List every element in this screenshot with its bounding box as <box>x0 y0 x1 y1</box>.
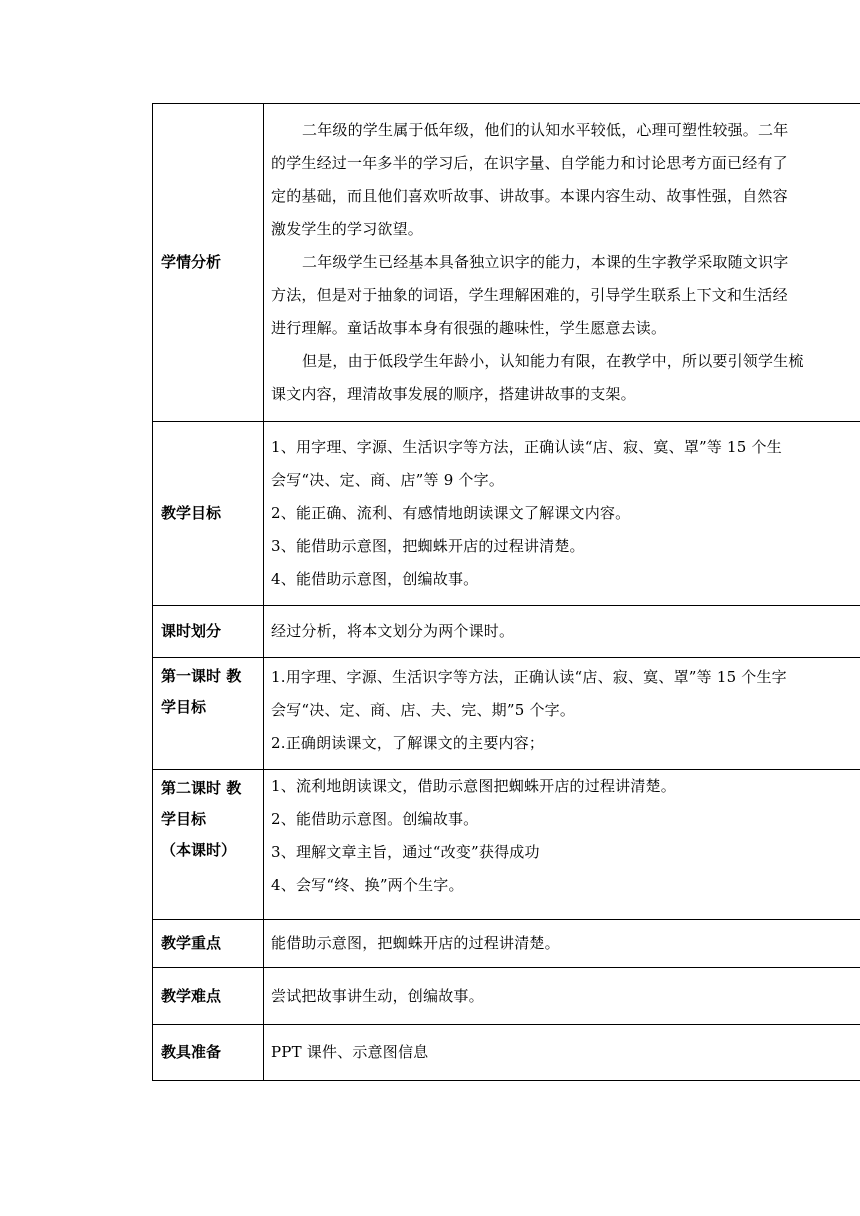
row-content-lesson-division <box>264 606 860 658</box>
row-header-lesson-division <box>153 606 264 658</box>
table-row-learning-analysis <box>153 104 860 422</box>
content-line: 2.正确朗读课文，了解课文的主要内容； <box>271 734 545 752</box>
row-header-label: （本课时） <box>161 841 237 859</box>
content-line: 经过分析，将本文划分为两个课时。 <box>271 622 515 640</box>
content-line: 1、流利地朗读课文，借助示意图把蜘蛛开店的过程讲清楚。 <box>271 777 676 795</box>
content-line: 2、能借助示意图。创编故事。 <box>271 810 479 828</box>
content-line: 方法，但是对于抽象的词语，学生理解困难的，引导学生联系上下文和生活经 <box>271 286 788 304</box>
table-row-lesson-division <box>153 606 860 658</box>
row-header-label: 教学重点 <box>161 934 222 952</box>
row-content-first-lesson-goals <box>264 658 860 770</box>
row-content-teaching-goals <box>264 422 860 606</box>
row-content-key-points <box>264 920 860 968</box>
table-row-difficulties <box>153 968 860 1025</box>
content-line: 1、用字理、字源、生活识字等方法，正确认读“店、寂、寞、罩”等 15 个生 <box>271 438 782 456</box>
row-content-second-lesson-goals <box>264 770 860 920</box>
lesson-plan-frame <box>152 103 860 1083</box>
content-line: 进行理解。童话故事本身有很强的趣味性，学生愿意去读。 <box>271 319 667 337</box>
content-line: 会写“决、定、商、店、夫、完、期”5 个字。 <box>271 701 576 719</box>
content-line: 但是，由于低段学生年龄小，认知能力有限，在教学中，所以要引领学生梳 <box>302 352 804 370</box>
content-line: 3、理解文章主旨，通过“改变”获得成功 <box>271 843 540 861</box>
content-line: 4、会写“终、换”两个生字。 <box>271 876 464 894</box>
row-header-label: 学目标 <box>161 810 207 828</box>
lesson-plan-table <box>152 103 860 1081</box>
row-header-label: 教具准备 <box>161 1043 222 1061</box>
table-row-first-lesson-goals <box>153 658 860 770</box>
content-line: 激发学生的学习欲望。 <box>271 220 424 238</box>
row-header-materials <box>153 1025 264 1081</box>
content-line: 课文内容，理清故事发展的顺序，搭建讲故事的支架。 <box>271 385 636 403</box>
content-line: 会写“决、定、商、店”等 9 个字。 <box>271 471 505 489</box>
row-header-label: 课时划分 <box>161 622 222 640</box>
content-line: 1.用字理、字源、生活识字等方法，正确认读“店、寂、寞、罩”等 15 个生字 <box>271 668 787 686</box>
content-line: 4、能借助示意图，创编故事。 <box>271 570 479 588</box>
row-header-learning-analysis <box>153 104 264 422</box>
row-header-second-lesson-goals <box>153 770 264 920</box>
content-line: 定的基础，而且他们喜欢听故事、讲故事。本课内容生动、故事性强，自然容 <box>271 187 788 205</box>
row-header-difficulties <box>153 968 264 1025</box>
content-line: 能借助示意图，把蜘蛛开店的过程讲清楚。 <box>271 934 560 952</box>
content-line: 3、能借助示意图，把蜘蛛开店的过程讲清楚。 <box>271 537 585 555</box>
row-header-first-lesson-goals <box>153 658 264 770</box>
table-row-materials <box>153 1025 860 1081</box>
row-header-label: 学目标 <box>161 698 207 716</box>
row-header-teaching-goals <box>153 422 264 606</box>
row-content-materials <box>264 1025 860 1081</box>
content-line: 的学生经过一年多半的学习后，在识字量、自学能力和讨论思考方面已经有了 <box>271 154 788 172</box>
row-header-label: 教学目标 <box>161 504 222 522</box>
row-header-key-points <box>153 920 264 968</box>
row-header-label: 学情分析 <box>161 253 222 271</box>
content-line: PPT 课件、示意图信息 <box>271 1043 429 1061</box>
table-row-key-points <box>153 920 860 968</box>
table-row-teaching-goals <box>153 422 860 606</box>
content-line: 尝试把故事讲生动，创编故事。 <box>271 986 484 1005</box>
content-line: 2、能正确、流利、有感情地朗读课文了解课文内容。 <box>271 504 631 522</box>
content-line: 二年级的学生属于低年级，他们的认知水平较低，心理可塑性较强。二年 <box>302 121 789 139</box>
row-header-label: 第二课时 教 <box>161 779 242 797</box>
row-header-label: 第一课时 教 <box>161 667 242 685</box>
table-row-second-lesson-goals <box>153 770 860 920</box>
row-content-difficulties <box>264 968 860 1025</box>
row-content-learning-analysis <box>264 104 860 422</box>
row-header-label: 教学难点 <box>161 986 222 1005</box>
content-line: 二年级学生已经基本具备独立识字的能力，本课的生字教学采取随文识字 <box>302 253 789 271</box>
